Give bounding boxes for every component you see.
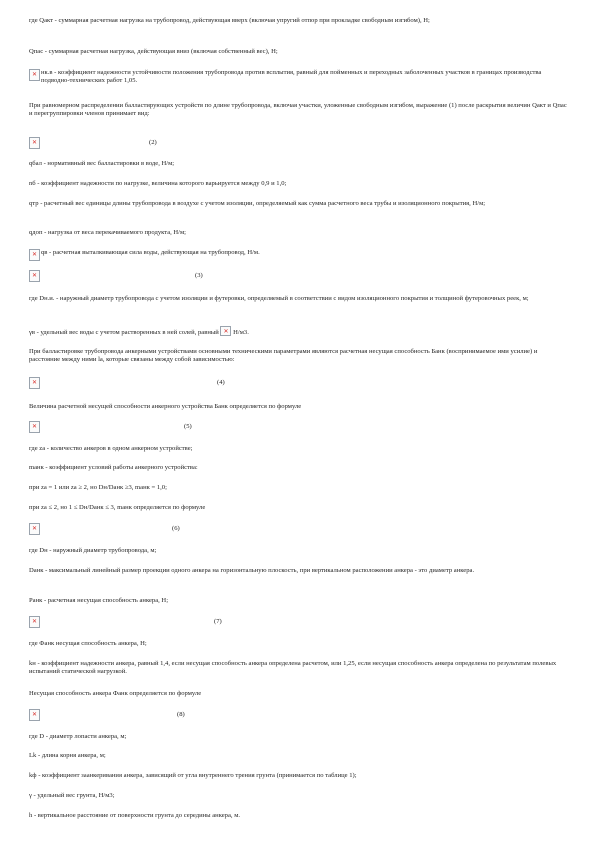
paragraph-gamma-water-unit: Н/м3.: [233, 329, 249, 336]
paragraph-fanc-formula-intro: Несущая способность анкера Фанк определяется по формуле: [29, 690, 202, 697]
paragraph-kn: kн - коэффициент надежности анкера, равный 1,4, если несущая способность анкера определена расчетом, или 1,25, если несущая способность анкера определена по результатам полевых испытаний статической нагрузкой.: [29, 660, 557, 676]
formula-8: [29, 709, 329, 723]
paragraph-kn-text: нк.в - коэффициент надежности устойчивости положения трубопровода против всплытия, равный для пойменных и переходных заболоченных участков в границах производства подводно-технических работ 1,05.: [41, 69, 542, 85]
broken-image-icon: [220, 326, 231, 336]
equation-number: (7): [214, 618, 222, 625]
paragraph-dn: где Dн - наружный диаметр трубопровода, м;: [29, 547, 157, 554]
paragraph-qpas-definition: Qпас - суммарная расчетная нагрузка, действующая вниз (включая собственный вес), Н;: [29, 48, 278, 55]
paragraph-uniform-ballast: При равномерном распределении балластирующих устройств по длине трубопровода, включая участки, уложенные свободным изгибом, выражение (1) после раскрытия величин Qакт и Qпас и перегруппировки членов принимает вид:: [29, 102, 567, 118]
paragraph-kf: kф - коэффициент заанкеривания анкера, зависящий от угла внутреннего трения грунта (принимается по таблице 1);: [29, 772, 357, 779]
paragraph-banc-formula-intro: Величина расчетной несущей способности анкерного устройства Банк определяется по формуле: [29, 403, 302, 410]
paragraph-lk: Lk - длина корня анкера, м;: [29, 752, 106, 759]
paragraph-gamma-soil: γ - удельный вес грунта, Н/м3;: [29, 792, 115, 799]
paragraph-qakt-definition: где Qакт - суммарная расчетная нагрузка на трубопровод, действующая вверх (включая упругий отпор при прокладке свободным изгибом), Н;: [29, 17, 430, 24]
formula-6: [29, 523, 329, 537]
broken-image-icon: [29, 270, 40, 282]
paragraph-qdop: qдоп - нагрузка от веса перекачиваемого продукта, Н/м;: [29, 229, 187, 236]
paragraph-anchor-params: При балластировке трубопровода анкерными устройствами основными техническими параметрами являются расчетная несущая способность Банк (воспринимаемое ими усилие) и расстояние между ними lа, которые связаны между собой зависимостью:: [29, 348, 538, 364]
broken-image-icon: [29, 249, 40, 261]
paragraph-manc: mанк - коэффициент условий работы анкерного устройства:: [29, 464, 198, 471]
equation-number: (5): [184, 423, 192, 430]
paragraph-gamma-water: [29, 326, 569, 337]
paragraph-ranc: Ранк - расчетная несущая способность анкера, Н;: [29, 597, 169, 604]
equation-number: (4): [217, 379, 225, 386]
paragraph-qv: [29, 249, 569, 257]
broken-image-icon: [29, 69, 40, 81]
paragraph-za: где za - количество анкеров в одном анкерном устройстве;: [29, 445, 193, 452]
paragraph-d: где D - диаметр лопасти анкера, м;: [29, 733, 127, 740]
paragraph-h: h - вертикальное расстояние от поверхности грунта до середины анкера, м.: [29, 812, 241, 819]
paragraph-danc: Dанк - максимальный линейный размер проекции одного анкера на горизонтальную плоскость, при вертикальном расположении анкера - это диаметр анкера.: [29, 567, 475, 574]
broken-image-icon: [29, 377, 40, 389]
broken-image-icon: [29, 523, 40, 535]
paragraph-qv-text: qв - расчетная выталкивающая сила воды, действующая на трубопровод, Н/м.: [41, 249, 260, 256]
formula-4: [29, 377, 329, 391]
paragraph-dni: где Dн.и. - наружный диаметр трубопровода с учетом изоляции и футеровки, определяемый в соответствии с видом изоляционного покрытия и толщиной футеровочных реек, м;: [29, 295, 529, 302]
equation-number: (3): [195, 272, 203, 279]
formula-2: [29, 137, 329, 151]
equation-number: (2): [149, 139, 157, 146]
paragraph-kn-coefficient: [29, 69, 569, 86]
paragraph-fanc: где Фанк несущая способность анкера, Н;: [29, 640, 147, 647]
paragraph-qtr: qтр - расчетный вес единицы длины трубопровода в воздухе с учетом изоляции, определяемый как сумма расчетного веса трубы и изоляционного покрытия, Н/м;: [29, 200, 486, 207]
paragraph-qbal: qбал - нормативный вес балластировки в воде, Н/м;: [29, 160, 175, 167]
paragraph-gamma-water-text: γв - удельный вес воды с учетом растворенных в ней солей, равный: [29, 329, 219, 336]
paragraph-condition-2: при za ≤ 2, но 1 ≤ Dн/Dанк ≤ 3, mанк определяется по формуле: [29, 504, 206, 511]
equation-number: (8): [177, 711, 185, 718]
equation-number: (6): [172, 525, 180, 532]
paragraph-nb: nб - коэффициент надежности по нагрузке, величина которого варьируется между 0,9 и 1,0;: [29, 180, 287, 187]
broken-image-icon: [29, 421, 40, 433]
broken-image-icon: [29, 137, 40, 149]
formula-3: [29, 270, 329, 284]
formula-5: [29, 421, 329, 435]
broken-image-icon: [29, 616, 40, 628]
broken-image-icon: [29, 709, 40, 721]
paragraph-condition-1: при za = 1 или za ≥ 2, но Dн/Dанк ≥3, mанк = 1,0;: [29, 484, 167, 491]
formula-7: [29, 616, 329, 630]
